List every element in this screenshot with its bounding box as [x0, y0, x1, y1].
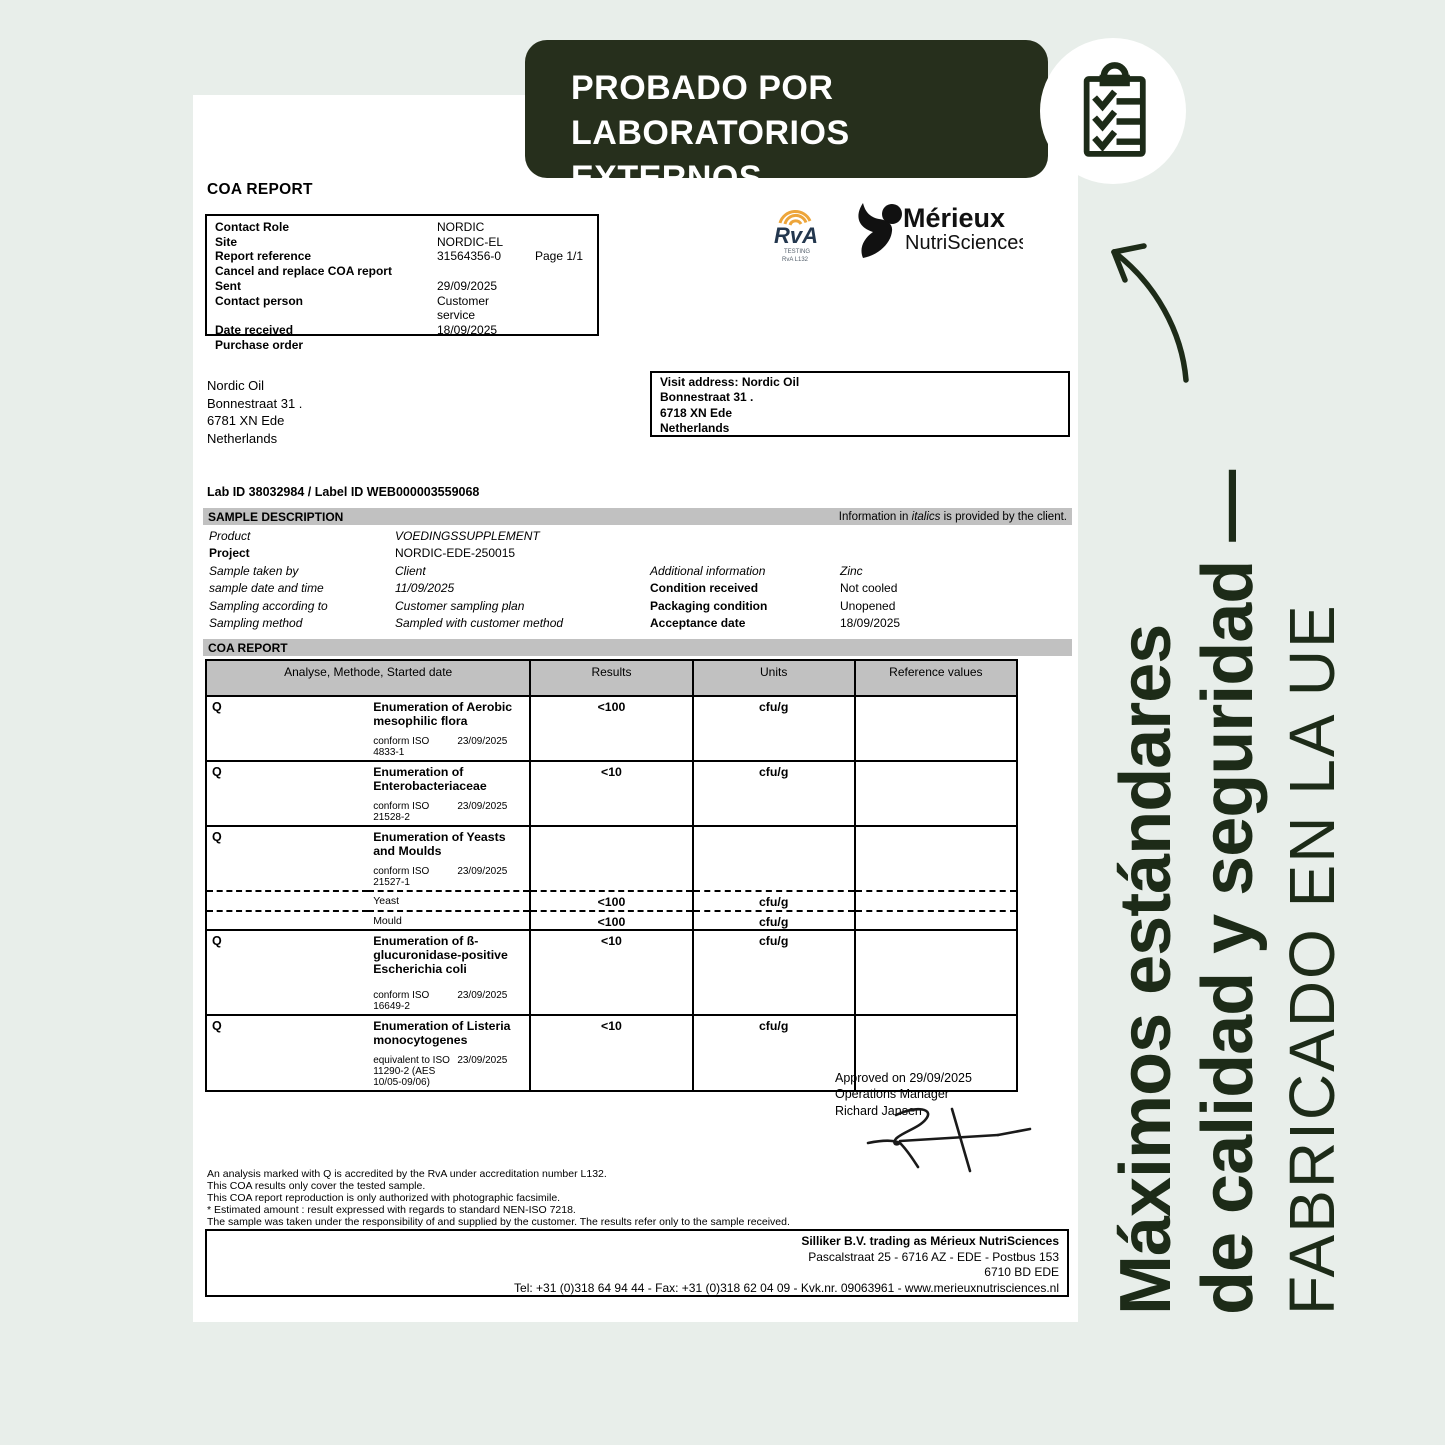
merieux-nutrisciences-logo [853, 201, 1023, 264]
coa-document [193, 95, 1078, 1322]
contact-row: Contact person Customer service [215, 293, 490, 323]
lab-id-line: Lab ID 38032984 / Label ID WEB000003559068 [207, 485, 480, 499]
rva-number-label: RvA L132 [782, 257, 809, 263]
sample-description-header-bar: SAMPLE DESCRIPTION Information in italics is provided by the client. [203, 508, 1072, 525]
badge-circle [1040, 38, 1186, 184]
curved-arrow-icon [1098, 228, 1203, 391]
contact-row: Site NORDIC-EL [215, 234, 504, 249]
col-units: Units [693, 660, 855, 696]
table-subrow: Yeast <100 cfu/g [206, 891, 1017, 911]
table-row: Q Enumeration of Yeasts and Moulds conform ISO 21527-1 23/09/2025 [206, 826, 1017, 891]
approval-block: Approved on 29/09/2025 Operations Manager Richard Jansen [835, 1071, 972, 1118]
merieux-sub: NutriSciences [905, 232, 1023, 254]
table-header-row [206, 660, 1017, 696]
contact-row: Cancel and replace COA report [215, 264, 392, 279]
rva-accreditation-logo [766, 201, 824, 272]
document-title: COA REPORT [207, 181, 313, 198]
clipboard-checklist-icon [1078, 60, 1150, 160]
contact-row: Sent 29/09/2025 [215, 278, 498, 293]
rva-testing-label: TESTING [784, 249, 811, 255]
col-analyse: Analyse, Methode, Started date [206, 660, 530, 696]
table-row: Q Enumeration of Listeria monocytogenes equivalent to ISO 11290-2 (AES 10/05-09/06) 23/09/2025 <10 cfu/g [206, 1015, 1017, 1091]
disclaimer-block: An analysis marked with Q is accredited by the RvA under accreditation number L132. This COA results only cover the tested sample. This COA report reproduction is only authorized with photographic facsimile. * Estimated amount : result expressed with regards to standard NEN-ISO 7218. The sample was taken under the responsibility of and supplied by the customer. The results refer only to the sample received. [207, 1168, 790, 1228]
sample-fields-right: Additional information Zinc Condition received Not cooled Packaging condition Unopened Acceptance date 18/09/2025 [650, 564, 901, 631]
table-row: Q Enumeration of ß-glucuronidase-positive Escherichia coli conform ISO 16649-2 23/09/2025 <10 cfu/g [206, 930, 1017, 1015]
col-reference: Reference values [855, 660, 1017, 696]
svg-text:RvA: RvA [774, 223, 819, 248]
italics-note: Information in italics is provided by the client. [838, 510, 1067, 523]
col-results: Results [530, 660, 692, 696]
contact-row: Contact Role NORDIC [215, 220, 485, 234]
results-table [205, 659, 1018, 1092]
side-claim-text: Máximos estándares de calidad y seguridad — FABRICADO EN LA UE [1106, 470, 1348, 1315]
banner-text: PROBADO POR LABORATORIOS EXTERNOS [571, 69, 850, 197]
coa-report-header-bar: COA REPORT [203, 639, 1072, 656]
table-subrow: Mould <100 cfu/g [206, 911, 1017, 930]
page-indicator: Page 1/1 [535, 249, 584, 264]
sample-fields-left: Product VOEDINGSSUPPLEMENT Project NORDIC-EDE-250015 Sample taken by Client sample date and time 11/09/2025 Sampling according to Customer sampling plan Sampling method Sampled with customer method [209, 529, 564, 631]
visit-address-box: Visit address: Nordic Oil Bonnestraat 31 . 6718 XN Ede Netherlands [650, 371, 1070, 437]
table-row: Q Enumeration of Enterobacteriaceae conform ISO 21528-2 23/09/2025 <10 cfu/g [206, 761, 1017, 826]
table-row: Q Enumeration of Aerobic mesophilic flora conform ISO 4833-1 23/09/2025 <100 cfu/g [206, 696, 1017, 761]
merieux-name: Mérieux [903, 203, 1006, 233]
lab-footer-box: Silliker B.V. trading as Mérieux NutriSciences Pascalstraat 25 - 6716 AZ - EDE - Postbus 153 6710 BD EDE Tel: +31 (0)318 64 94 44 - Fax: +31 (0)318 62 04 09 - Kvk.nr. 09063961 - www.merieuxnutrisciences.nl [205, 1229, 1069, 1297]
contact-info-box [205, 214, 599, 352]
sender-address: Nordic Oil Bonnestraat 31 . 6781 XN Ede Netherlands [207, 378, 303, 446]
contact-row: Purchase order [215, 337, 304, 352]
tested-by-external-labs-banner [525, 40, 1048, 197]
contact-row: Date received 18/09/2025 [215, 322, 498, 337]
signature [848, 1103, 1038, 1180]
contact-row: Report reference 31564356-0 Page 1/1 [215, 249, 584, 264]
